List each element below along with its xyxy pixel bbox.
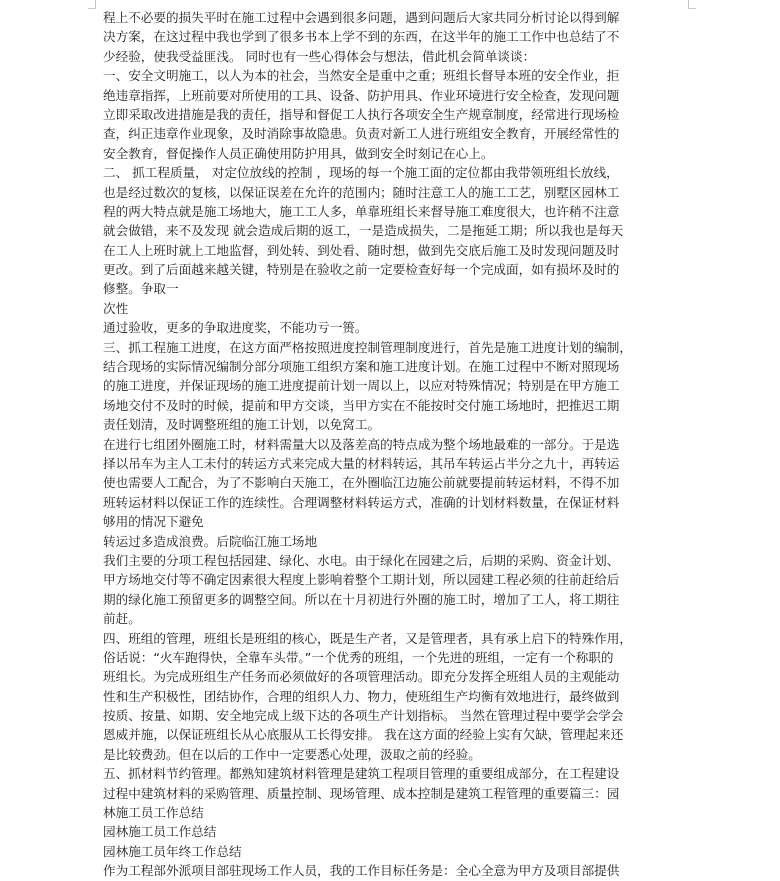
text-line: 转运过多造成浪费。后院临江施工场地 xyxy=(103,533,318,549)
text-line: 我们主要的分项工程包括园建、绿化、水电。由于绿化在园建之后，后期的采购、资金计划、 xyxy=(103,552,620,568)
text-line: 通过验收，更多的争取进度奖，不能功亏一篑。 xyxy=(103,320,368,336)
text-line: 够用的情况下避免 xyxy=(103,514,204,530)
text-line: 园林施工员年终工作总结 xyxy=(103,843,242,859)
document-body xyxy=(103,8,687,881)
text-line: 的施工进度，并保证现场的施工进度提前计划一周以上，以应对特殊情况；特别是在甲方施工 xyxy=(103,378,620,394)
text-line: 五、抓材料节约管理。都熟知建筑材料管理是建筑工程项目管理的重要组成部分，在工程建设 xyxy=(103,766,620,782)
text-line: 四、班组的管理，班组长是班组的核心，既是生产者，又是管理者，具有承上启下的特殊作用， xyxy=(103,630,632,646)
crop-mark-right xyxy=(688,0,689,8)
text-line: 林施工员工作总结 xyxy=(103,805,204,821)
text-line: 就会做错，来不及发现 就会造成后期的返工，一是造成损失，二是拖延工期；所以我也是每天 xyxy=(103,223,624,239)
text-line: 结合现场的实际情况编制分部分项施工组织方案和施工进度计划。在施工过程中不断对照现场 xyxy=(103,359,620,375)
text-line: 过程中建筑材料的采购管理、质量控制、现场管理、成本控制是建筑工程管理的重要篇三：园 xyxy=(103,785,620,801)
text-line: 期的绿化施工预留更多的调整空间。所以在十月初进行外圈的施工时，增加了工人，将工期往 xyxy=(103,591,620,607)
text-line: 作为工程部外派项目部驻现场工作人员，我的工作目标任务是：全心全意为甲方及项目部提供 xyxy=(103,863,620,879)
text-line: 场地交付不及时的时候，提前和甲方交谈，当甲方实在不能按时交付施工场地时，把推迟工期 xyxy=(103,397,620,413)
text-line: 程上不必要的损失平时在施工过程中会遇到很多问题，遇到问题后大家共同分析讨论以得到解 xyxy=(103,10,620,25)
text-line: 程的两大特点就是施工场地大，施工工人多，单靠班组长来督导施工难度很大，也许稍不注意 xyxy=(103,203,620,219)
text-line: 安全教育，督促操作人员正确使用防护用具，做到安全时刻记在心上。 xyxy=(103,145,494,161)
text-line: 一、安全文明施工，以人为本的社会，当然安全是重中之重；班组长督导本班的安全作业，拒 xyxy=(103,68,620,84)
text-line: 也是经过数次的复核，以保证误差在允许的范围内；随时注意工人的施工工艺，别墅区园林工 xyxy=(103,184,620,200)
text-line: 是比较费劲。但在以后的工作中一定要悉心处理，汲取之前的经验。 xyxy=(103,746,481,762)
text-line: 甲方场地交付等不确定因素很大程度上影响着整个工期计划，所以园建工程必须的往前赶给后 xyxy=(103,572,620,588)
text-line: 决方案，在这过程中我也学到了很多书本上学不到的东西，在这半年的施工工作中也总结了不 xyxy=(103,29,620,45)
text-line: 次性 xyxy=(103,300,129,316)
text-line: 班组长。为完成班组生产任务而必须做好的各项管理活动。即充分发挥全班组人员的主观能动 xyxy=(103,669,620,685)
text-line: 少经验，使我受益匪浅。 同时也有一些心得体会与想法，借此机会简单谈谈： xyxy=(103,48,536,64)
text-line: 按质、按量、如期、安全地完成上级下达的各项生产计划指标。 当然在管理过程中要学会学会 xyxy=(103,708,624,724)
text-line: 更改。到了后面越来越关键，特别是在验收之前一定要检查好每一个完成面，如有损坏及时的 xyxy=(103,262,620,278)
text-line: 二、 抓工程质量， 对定位放线的控制 ，现场的每一个施工面的定位都由我带领班组长放线， xyxy=(103,165,619,181)
text-line: 园林施工员工作总结 xyxy=(103,824,217,840)
text-line: 在工人上班时就上工地监督，到处转、到处看、随时想，做到先交底后施工及时发现问题及时 xyxy=(103,242,620,258)
crop-mark-right-h xyxy=(688,8,696,9)
text-line: 俗话说：“火车跑得快，全靠车头带。”一个优秀的班组，一个先进的班组，一定有一个称职的 xyxy=(103,649,614,665)
text-line: 查，纠正违章作业现象，及时消除事故隐患。负责对新工人进行班组安全教育，开展经常性的 xyxy=(103,126,620,142)
text-line: 立即采取改进措施是我的责任，指导和督促工人执行各项安全生产规章制度，经常进行现场检 xyxy=(103,106,620,122)
text-line: 前赶。 xyxy=(103,611,141,627)
text-line: 三、抓工程施工进度，在这方面严格按照进度控制管理制度进行，首先是施工进度计划的编制， xyxy=(103,339,632,355)
text-line: 责任划清，及时调整班组的施工计划，以免窝工。 xyxy=(103,417,381,433)
text-line: 使也需要人工配合，为了不影响白天施工，在外圈临江边施公前就要提前转运材料，不得不加 xyxy=(103,475,620,491)
text-line: 在进行七组团外圈施工时，材料需量大以及落差高的特点成为整个场地最难的一部分。于是选 xyxy=(103,436,620,452)
text-line: 择以吊车为主人工未付的转运方式来完成大量的材料转运，其吊车转运占半分之九十，再转运 xyxy=(103,455,620,471)
text-line: 班转运材料以保证工作的连续性。合理调整材料转运方式，准确的计划材料数量，在保证材料 xyxy=(103,494,620,510)
text-line: 修整。争取一 xyxy=(103,281,179,297)
text-line: 绝违章指挥，上班前要对所使用的工具、设备、防护用具、作业环境进行安全检查，发现问题 xyxy=(103,87,620,103)
text-line: 性和生产积极性，团结协作，合理的组织人力、物力，使班组生产均衡有效地进行，最终做到 xyxy=(103,688,620,704)
crop-mark-left xyxy=(95,0,96,8)
crop-mark-left-h xyxy=(88,8,96,9)
text-line: 恩威并施，以保证班组长从心底服从工长得安排。 我在这方面的经验上实有欠缺，管理起来还 xyxy=(103,727,624,743)
